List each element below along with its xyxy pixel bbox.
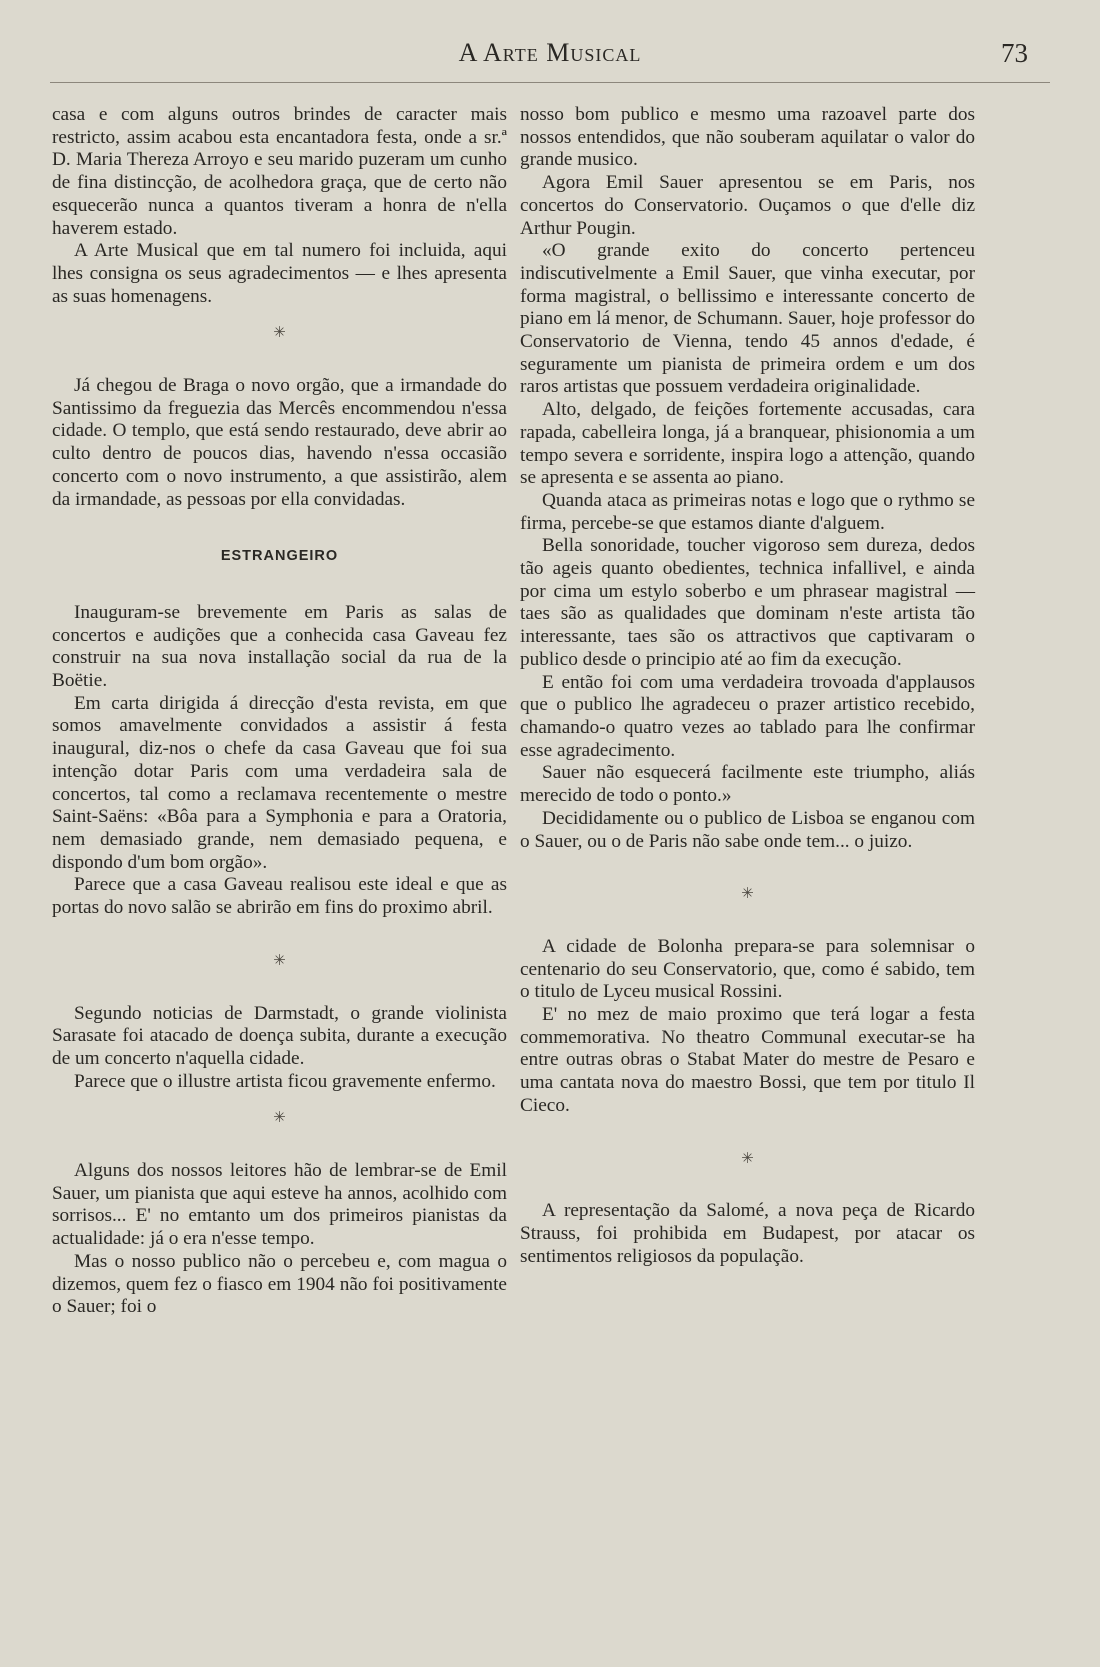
paragraph: Parece que a casa Gaveau realisou este ideal e que as portas do novo salão se abrirão em fins do proximo abril. xyxy=(52,874,507,919)
paragraph: Decididamente ou o publico de Lisboa se enganou com o Sauer, ou o de Paris não sabe onde tem... o juizo. xyxy=(520,807,975,852)
paragraph: Quanda ataca as primeiras notas e logo que o rythmo se firma, percebe-se que estamos diante d'alguem. xyxy=(520,489,975,534)
asterisk-separator: ✳ xyxy=(273,1110,286,1127)
page-header xyxy=(50,30,1050,83)
asterisk-separator: ✳ xyxy=(273,325,286,342)
paragraph: nosso bom publico e mesmo uma razoavel parte dos nossos entendidos, que não souberam aquilatar o valor do grande musico. xyxy=(520,104,975,171)
paragraph: Alto, delgado, de feições fortemente accusadas, cara rapada, cabelleira longa, já a branquear, phisionomia a um tempo severa e sorridente, inspira logo a attenção, quando se apresenta e se assenta ao piano. xyxy=(520,399,975,489)
left-column xyxy=(52,104,507,1319)
paragraph: Alguns dos nossos leitores hão de lembrar-se de Emil Sauer, um pianista que aqui esteve ha annos, acolhido com sorrisos... E' no emtanto um dos primeiros pianistas da actualidade: já o era n'esse tempo. xyxy=(52,1160,507,1250)
paragraph: A Arte Musical que em tal numero foi incluida, aqui lhes consigna os seus agradecimentos — e lhes apresenta as suas homenagens. xyxy=(52,240,507,307)
paragraph: Sauer não esquecerá facilmente este triumpho, aliás merecido de todo o ponto.» xyxy=(520,762,975,807)
paragraph: E então foi com uma verdadeira trovoada d'applausos que o publico lhe agradeceu o prazer artistico recebido, chamando-o quatro vezes ao tablado para lhe confirmar esse agradecimento. xyxy=(520,671,975,761)
paragraph: «O grande exito do concerto pertenceu indiscutivelmente a Emil Sauer, que vinha executar, por forma magistral, o bellissimo e interessante concerto de piano em lá menor, de Schumann. Sauer, hoje professor do Conservatorio de Vienna, tendo 45 annos d'edade, é seguramente um pianista de primeira ordem e um dos raros artistas que possuem verdadeira originalidade. xyxy=(520,240,975,398)
asterisk-separator: ✳ xyxy=(741,1150,754,1167)
paragraph: Inauguram-se brevemente em Paris as salas de concertos e audições que a conhecida casa Gaveau fez construir na sua nova installação social da rua de la Boëtie. xyxy=(52,601,507,692)
running-title: A Arte Musical xyxy=(458,38,642,67)
asterisk-separator: ✳ xyxy=(273,952,286,969)
paragraph: Agora Emil Sauer apresentou se em Paris, nos concertos do Conservatorio. Ouçamos o que d'elle diz Arthur Pougin. xyxy=(520,172,975,239)
paragraph: casa e com alguns outros brindes de caracter mais restricto, assim acabou esta encantadora festa, onde a sr.ª D. Maria Thereza Arroyo e seu marido puzeram um cunho de fina distincção, de acolhedora graça, que de certo não esquecerão nunca a quantos tiveram a honra de n'ella haverem estado. xyxy=(52,104,507,239)
paragraph: Em carta dirigida á direcção d'esta revista, em que somos amavelmente convidados a assistir á festa inaugural, diz-nos o chefe da casa Gaveau que foi sua intenção dotar Paris com uma verdadeira sala de concertos, tal como a reclamava recentemente o mestre Saint-Saëns: «Bôa para a Symphonia e para a Oratoria, nem demasiado grande, nem demasiado pequena, e dispondo d'um bom orgão». xyxy=(52,692,507,873)
paragraph: A representação da Salomé, a nova peça de Ricardo Strauss, foi prohibida em Budapest, por atacar os sentimentos religiosos da população. xyxy=(520,1200,975,1267)
paragraph: Mas o nosso publico não o percebeu e, com magua o dizemos, quem fez o fiasco em 1904 não foi positivamente o Sauer; foi o xyxy=(52,1250,507,1318)
paragraph: A cidade de Bolonha prepara-se para solemnisar o centenario do seu Conservatorio, que, como é sabido, tem o titulo de Lyceu musical Rossini. xyxy=(520,935,975,1003)
paragraph: Parece que o illustre artista ficou gravemente enfermo. xyxy=(74,1070,496,1092)
right-column xyxy=(520,104,975,1268)
paragraph: Segundo noticias de Darmstadt, o grande violinista Sarasate foi atacado de doença subita, durante a execução de um concerto n'aquella cidade. xyxy=(52,1002,507,1069)
paragraph: E' no mez de maio proximo que terá logar a festa commemorativa. No theatro Communal executar-se ha entre outras obras o Stabat Mater do mestre de Pesaro e uma cantata nova do maestro Bossi, que tem por titulo Il Cieco. xyxy=(520,1004,975,1116)
paragraph: Bella sonoridade, toucher vigoroso sem dureza, dedos tão ageis quanto obedientes, technica infallivel, e ainda por cima um estylo soberbo e um phrasear magistral — taes são as qualidades que dominam n'este artista tão interessante, taes são os attractivos que captivaram o publico desde o principio até ao fim da execução. xyxy=(520,535,975,670)
page-number: 73 xyxy=(1001,38,1028,68)
section-heading: ESTRANGEIRO xyxy=(220,548,339,565)
asterisk-separator: ✳ xyxy=(741,886,754,903)
paragraph: Já chegou de Braga o novo orgão, que a irmandade do Santissimo da freguezia das Mercês encommendou n'essa cidade. O templo, que está sendo restaurado, deve abrir ao culto dentro de poucos dias, havendo n'essa occasião concerto com o novo instrumento, a que assistirão, alem da irmandade, as pessoas por ella convidadas. xyxy=(52,375,507,510)
